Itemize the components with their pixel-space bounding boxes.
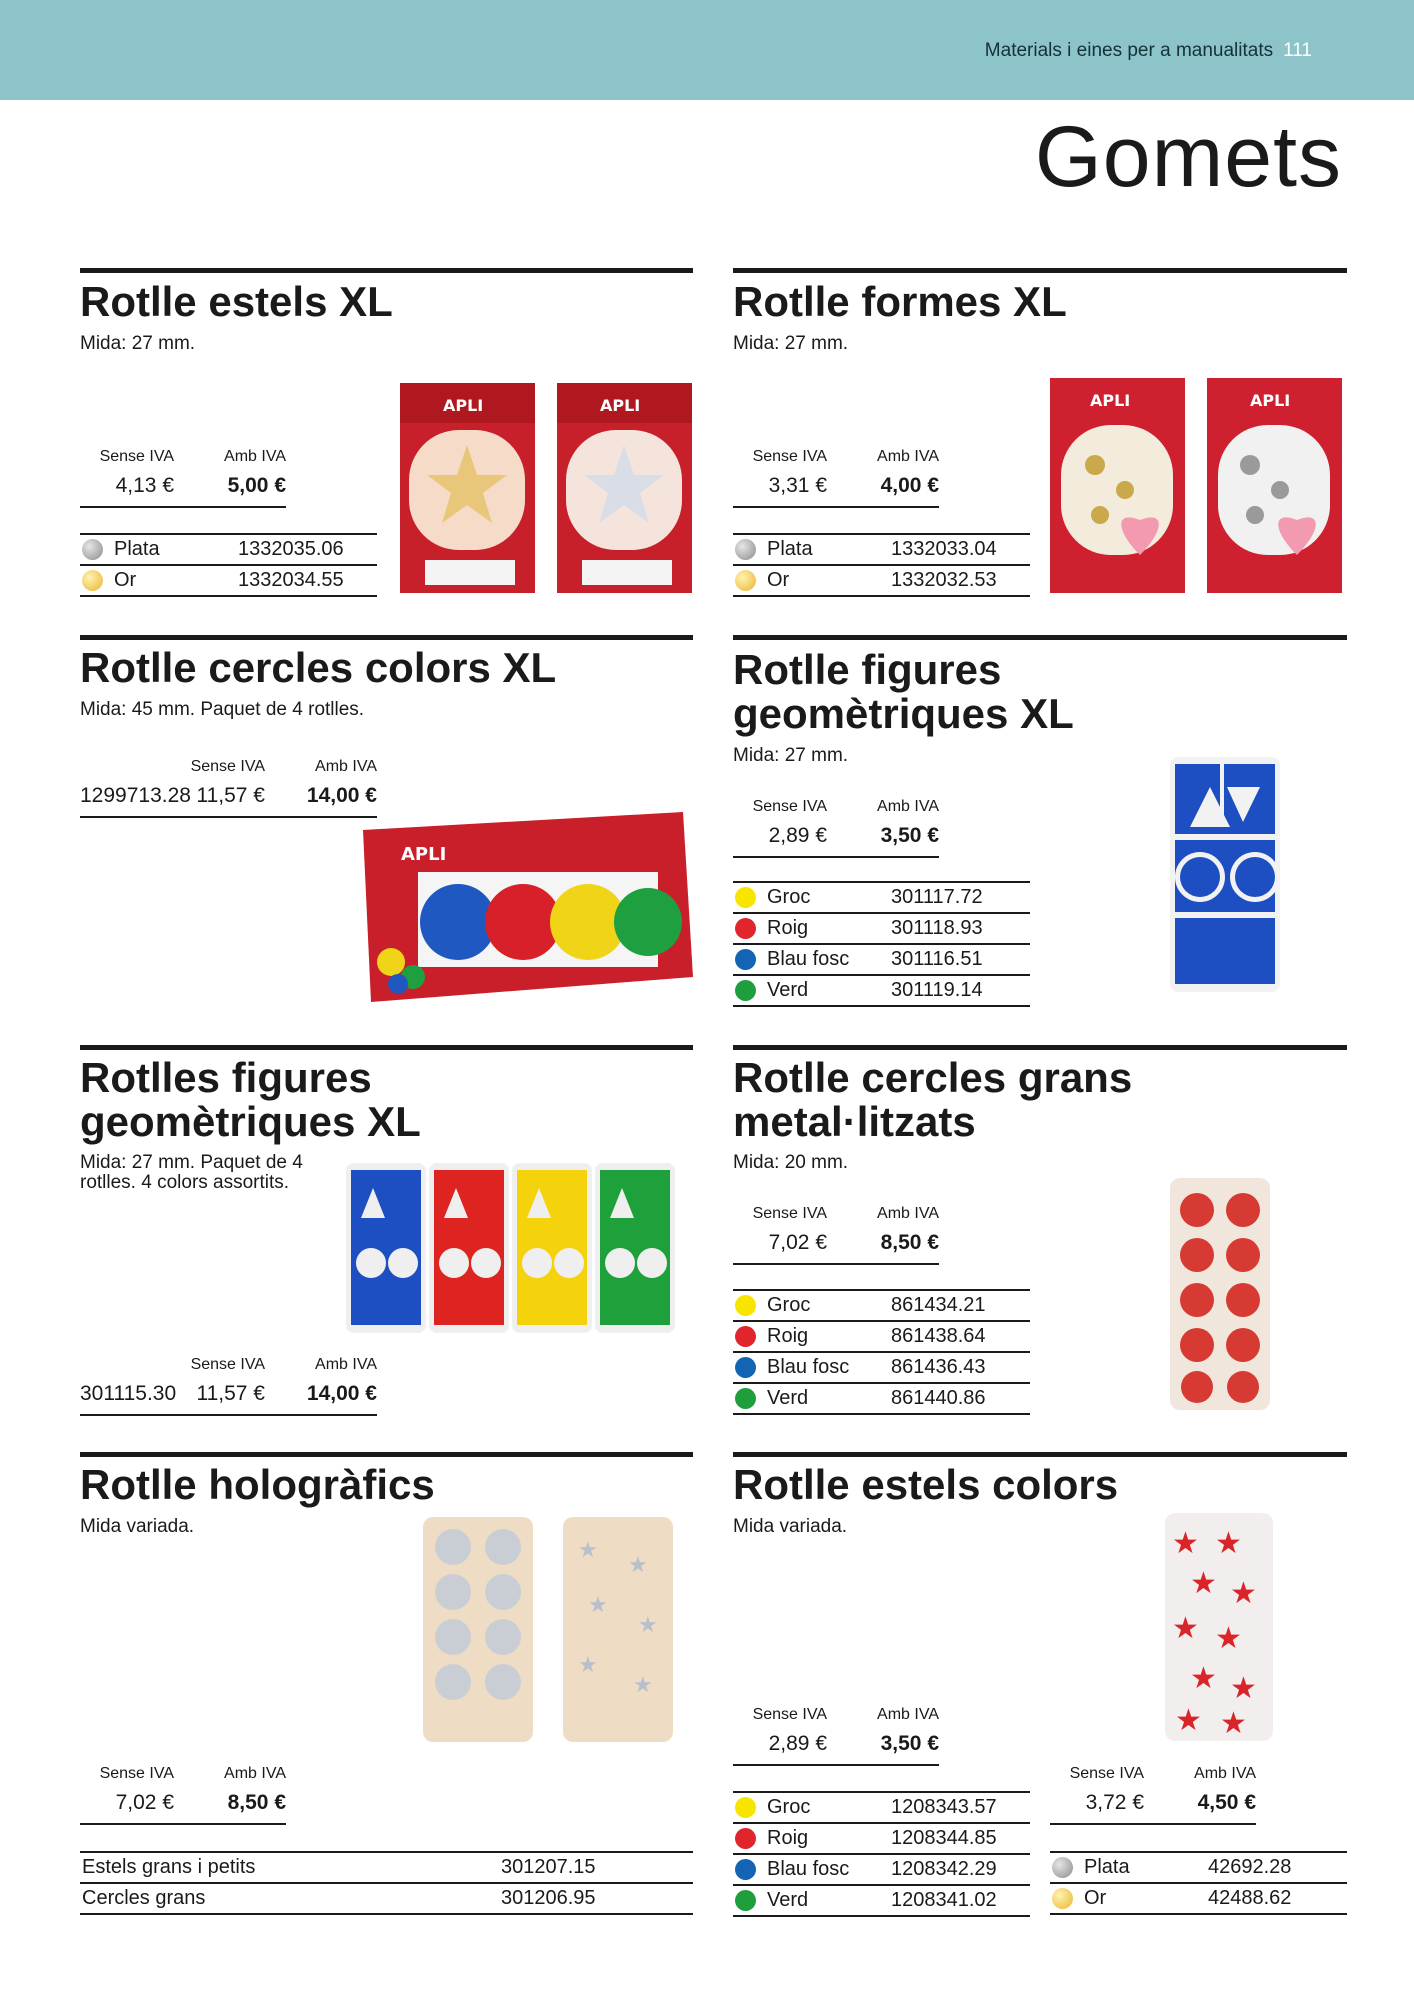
section-divider bbox=[80, 1452, 693, 1457]
yellow-dot-icon bbox=[735, 1295, 756, 1316]
price-block bbox=[733, 1205, 939, 1277]
apli-box-icon bbox=[1050, 378, 1185, 593]
variant-name: Verd bbox=[767, 1889, 809, 1911]
variant-code: 301116.51 bbox=[891, 948, 983, 970]
svg-text:APLI: APLI bbox=[600, 396, 641, 415]
price-with-vat: 14,00 € bbox=[306, 1382, 377, 1405]
section-divider bbox=[80, 1045, 693, 1050]
variant-name: Roig bbox=[767, 1827, 809, 1849]
variant-code: 1208343.57 bbox=[891, 1796, 997, 1818]
variant-code: 1208344.85 bbox=[891, 1827, 997, 1849]
product-title: Rotlle hologràfics bbox=[80, 1461, 435, 1508]
svg-text:★: ★ bbox=[1220, 1706, 1247, 1741]
plata-icon bbox=[82, 539, 103, 560]
product-image-star-rolls bbox=[395, 375, 695, 600]
section-divider bbox=[733, 635, 1347, 640]
red-dot-icon bbox=[735, 1326, 756, 1347]
product-size: Mida variada. bbox=[80, 1516, 195, 1537]
price-underline bbox=[80, 506, 286, 508]
product-size: Mida variada. bbox=[733, 1516, 848, 1537]
blue-dot-icon bbox=[735, 1357, 756, 1378]
price-block bbox=[80, 1356, 377, 1428]
variant-name: Roig bbox=[767, 1325, 809, 1347]
price-without-vat: 11,57 € bbox=[196, 784, 265, 807]
variant-code: 1208342.29 bbox=[891, 1858, 997, 1880]
variant-code: 1332033.04 bbox=[891, 538, 997, 560]
variant-name: Blau fosc bbox=[767, 948, 850, 970]
page-title: Gomets bbox=[1034, 109, 1342, 205]
svg-text:APLI: APLI bbox=[443, 396, 484, 415]
variant-row bbox=[733, 976, 1030, 1007]
variant-name: Groc bbox=[767, 1294, 811, 1316]
variant-row bbox=[80, 566, 377, 597]
product-title-line-1: Rotlles figures bbox=[80, 1054, 372, 1101]
variant-row bbox=[80, 1853, 693, 1884]
svg-text:★: ★ bbox=[1190, 1566, 1217, 1601]
apli-box-icon bbox=[363, 812, 693, 1002]
variant-row bbox=[733, 566, 1030, 597]
price-without-vat: 2,89 € bbox=[768, 1732, 827, 1755]
variant-table bbox=[80, 533, 377, 597]
variant-table bbox=[733, 533, 1030, 597]
product-image-four-geometric-rolls bbox=[343, 1158, 683, 1338]
variant-code: 301119.14 bbox=[891, 979, 983, 1001]
variant-code: 301117.72 bbox=[891, 886, 983, 908]
price-block-metallic bbox=[1050, 1765, 1256, 1837]
price-underline bbox=[80, 1823, 286, 1825]
svg-text:APLI: APLI bbox=[401, 844, 447, 865]
variant-row bbox=[733, 1384, 1030, 1415]
price-with-vat: 8,50 € bbox=[880, 1231, 939, 1254]
product-image-star-colors-roll bbox=[1160, 1508, 1280, 1746]
variant-table bbox=[733, 881, 1030, 1007]
product-size: Mida: 45 mm. Paquet de 4 rotlles. bbox=[80, 699, 365, 720]
svg-text:APLI: APLI bbox=[1090, 391, 1131, 410]
svg-text:★: ★ bbox=[633, 1673, 653, 1698]
label-with-vat: Amb IVA bbox=[224, 448, 286, 465]
product-size: Mida: 27 mm. bbox=[733, 745, 849, 766]
variant-row bbox=[1050, 1884, 1347, 1915]
section-name: Materials i eines per a manualitats bbox=[984, 40, 1274, 61]
label-with-vat: Amb IVA bbox=[224, 1765, 286, 1782]
price-underline bbox=[80, 1414, 377, 1416]
variant-name: Estels grans i petits bbox=[82, 1856, 256, 1878]
variant-row bbox=[733, 1291, 1030, 1322]
variant-row bbox=[733, 883, 1030, 914]
product-title-line-2: metal·litzats bbox=[733, 1098, 976, 1145]
variant-name: Roig bbox=[767, 917, 809, 939]
section-divider bbox=[733, 268, 1347, 273]
label-with-vat: Amb IVA bbox=[877, 1205, 939, 1222]
price-underline bbox=[733, 856, 939, 858]
red-dot-icon bbox=[735, 918, 756, 939]
price-block bbox=[80, 448, 286, 520]
product-title-line-1: Rotlle figures bbox=[733, 646, 1002, 693]
variant-row bbox=[80, 1884, 693, 1915]
variant-row bbox=[733, 945, 1030, 976]
product-size: Mida: 27 mm. bbox=[80, 333, 196, 354]
product-reference: 301115.30 bbox=[80, 1382, 177, 1405]
variant-row bbox=[733, 1855, 1030, 1886]
product-size-line-1: Mida: 27 mm. Paquet de 4 bbox=[80, 1152, 303, 1173]
yellow-dot-icon bbox=[735, 887, 756, 908]
price-without-vat: 2,89 € bbox=[768, 824, 827, 847]
variant-name: Verd bbox=[767, 979, 809, 1001]
variant-code: 861438.64 bbox=[891, 1325, 986, 1347]
price-without-vat: 7,02 € bbox=[768, 1231, 827, 1254]
price-with-vat: 14,00 € bbox=[306, 784, 377, 807]
green-dot-icon bbox=[735, 980, 756, 1001]
price-with-vat: 8,50 € bbox=[227, 1791, 286, 1814]
label-without-vat: Sense IVA bbox=[190, 1356, 265, 1373]
plata-icon bbox=[1052, 1857, 1073, 1878]
label-without-vat: Sense IVA bbox=[1069, 1765, 1144, 1782]
product-size-line-2: rotlles. 4 colors assortits. bbox=[80, 1172, 290, 1193]
price-with-vat: 4,00 € bbox=[880, 474, 939, 497]
label-without-vat: Sense IVA bbox=[752, 798, 827, 815]
section-divider bbox=[80, 635, 693, 640]
variant-row bbox=[733, 1322, 1030, 1353]
svg-text:APLI: APLI bbox=[1250, 391, 1291, 410]
variant-row bbox=[733, 1886, 1030, 1917]
variant-code: 1332035.06 bbox=[238, 538, 344, 560]
label-without-vat: Sense IVA bbox=[99, 448, 174, 465]
label-without-vat: Sense IVA bbox=[752, 1706, 827, 1723]
price-without-vat: 11,57 € bbox=[196, 1382, 265, 1405]
product-image-blue-geometric-roll bbox=[1165, 752, 1285, 997]
variant-name: Plata bbox=[767, 538, 813, 560]
variant-name: Or bbox=[1084, 1887, 1107, 1909]
product-image-metallic-circle-roll bbox=[1165, 1175, 1275, 1415]
variant-table bbox=[733, 1791, 1030, 1917]
variant-name: Blau fosc bbox=[767, 1858, 850, 1880]
label-with-vat: Amb IVA bbox=[315, 1356, 377, 1373]
red-dot-icon bbox=[735, 1828, 756, 1849]
svg-text:★: ★ bbox=[1230, 1576, 1257, 1611]
product-image-holographic-rolls bbox=[418, 1512, 680, 1748]
svg-text:★: ★ bbox=[588, 1593, 608, 1618]
variant-code: 301118.93 bbox=[891, 917, 983, 939]
svg-text:★: ★ bbox=[1230, 1671, 1257, 1706]
section-divider bbox=[733, 1045, 1347, 1050]
product-size: Mida: 27 mm. bbox=[733, 333, 849, 354]
variant-row bbox=[733, 1353, 1030, 1384]
variant-row bbox=[80, 535, 377, 566]
product-reference: 1299713.28 bbox=[80, 784, 191, 807]
variant-name: Plata bbox=[1084, 1856, 1130, 1878]
plata-icon bbox=[735, 539, 756, 560]
product-image-circle-rolls bbox=[363, 812, 698, 1007]
label-with-vat: Amb IVA bbox=[877, 448, 939, 465]
variant-name: Plata bbox=[114, 538, 160, 560]
price-block bbox=[80, 758, 377, 830]
page-number: 111 bbox=[1283, 40, 1312, 61]
label-without-vat: Sense IVA bbox=[752, 1205, 827, 1222]
variant-row bbox=[733, 914, 1030, 945]
price-without-vat: 7,02 € bbox=[115, 1791, 174, 1814]
apli-box-icon bbox=[557, 383, 692, 593]
green-dot-icon bbox=[735, 1388, 756, 1409]
variant-code: 1332032.53 bbox=[891, 569, 997, 591]
label-without-vat: Sense IVA bbox=[752, 448, 827, 465]
variant-code: 301207.15 bbox=[501, 1856, 596, 1878]
price-underline bbox=[80, 816, 377, 818]
variant-code: 861440.86 bbox=[891, 1387, 986, 1409]
blue-roll-icon bbox=[346, 1163, 426, 1333]
svg-text:★: ★ bbox=[1172, 1526, 1199, 1561]
product-size: Mida: 20 mm. bbox=[733, 1152, 849, 1173]
variant-table bbox=[80, 1851, 693, 1915]
or-icon bbox=[1052, 1888, 1073, 1909]
product-title-line-2: geomètriques XL bbox=[733, 690, 1074, 737]
svg-text:★: ★ bbox=[1175, 1703, 1202, 1738]
label-without-vat: Sense IVA bbox=[190, 758, 265, 775]
variant-code: 861434.21 bbox=[891, 1294, 986, 1316]
svg-text:★: ★ bbox=[628, 1553, 648, 1578]
or-icon bbox=[82, 570, 103, 591]
product-title: Rotlle formes XL bbox=[733, 278, 1067, 325]
variant-name: Or bbox=[767, 569, 790, 591]
price-without-vat: 3,72 € bbox=[1085, 1791, 1144, 1814]
variant-code: 861436.43 bbox=[891, 1356, 986, 1378]
variant-row bbox=[733, 1824, 1030, 1855]
label-with-vat: Amb IVA bbox=[877, 798, 939, 815]
product-title-line-2: geomètriques XL bbox=[80, 1098, 421, 1145]
price-underline bbox=[1050, 1823, 1256, 1825]
svg-text:★: ★ bbox=[578, 1653, 598, 1678]
variant-code: 301206.95 bbox=[501, 1887, 596, 1909]
label-with-vat: Amb IVA bbox=[315, 758, 377, 775]
product-image-shape-rolls bbox=[1045, 370, 1350, 600]
red-roll-icon bbox=[429, 1163, 509, 1333]
variant-name: Verd bbox=[767, 1387, 809, 1409]
green-roll-icon bbox=[595, 1163, 675, 1333]
holographic-stars-roll-icon bbox=[563, 1517, 673, 1742]
svg-text:★: ★ bbox=[638, 1613, 658, 1638]
price-block bbox=[733, 798, 939, 870]
blue-dot-icon bbox=[735, 1859, 756, 1880]
label-with-vat: Amb IVA bbox=[877, 1706, 939, 1723]
label-with-vat: Amb IVA bbox=[1194, 1765, 1256, 1782]
price-block bbox=[80, 1765, 286, 1837]
or-icon bbox=[735, 570, 756, 591]
holographic-circles-roll-icon bbox=[423, 1517, 533, 1742]
product-title: Rotlle estels XL bbox=[80, 278, 393, 325]
variant-table bbox=[733, 1289, 1030, 1415]
price-with-vat: 4,50 € bbox=[1197, 1791, 1256, 1814]
label-without-vat: Sense IVA bbox=[99, 1765, 174, 1782]
variant-name: Cercles grans bbox=[82, 1887, 206, 1909]
yellow-dot-icon bbox=[735, 1797, 756, 1818]
section-divider bbox=[733, 1452, 1347, 1457]
svg-text:★: ★ bbox=[578, 1538, 598, 1563]
green-dot-icon bbox=[735, 1890, 756, 1911]
svg-text:★: ★ bbox=[1215, 1621, 1242, 1656]
price-underline bbox=[733, 506, 939, 508]
yellow-roll-icon bbox=[512, 1163, 592, 1333]
section-label bbox=[985, 40, 1312, 62]
apli-box-icon bbox=[1207, 378, 1342, 593]
variant-row bbox=[733, 1793, 1030, 1824]
svg-text:★: ★ bbox=[1190, 1661, 1217, 1696]
section-divider bbox=[80, 268, 693, 273]
variant-row bbox=[733, 535, 1030, 566]
variant-name: Blau fosc bbox=[767, 1356, 850, 1378]
product-title-line-1: Rotlle cercles grans bbox=[733, 1054, 1133, 1101]
svg-text:★: ★ bbox=[1215, 1526, 1242, 1561]
blue-dot-icon bbox=[735, 949, 756, 970]
price-underline bbox=[733, 1764, 939, 1766]
product-title: Rotlle cercles colors XL bbox=[80, 644, 557, 691]
variant-name: Groc bbox=[767, 1796, 811, 1818]
variant-code: 1332034.55 bbox=[238, 569, 344, 591]
variant-code: 42692.28 bbox=[1208, 1856, 1292, 1878]
price-without-vat: 4,13 € bbox=[115, 474, 174, 497]
price-with-vat: 3,50 € bbox=[880, 1732, 939, 1755]
price-with-vat: 5,00 € bbox=[227, 474, 286, 497]
variant-name: Or bbox=[114, 569, 137, 591]
variant-row bbox=[1050, 1853, 1347, 1884]
variant-code: 1208341.02 bbox=[891, 1889, 997, 1911]
price-block bbox=[733, 448, 939, 520]
price-block bbox=[733, 1706, 939, 1778]
apli-box-icon bbox=[400, 383, 535, 593]
svg-text:★: ★ bbox=[1172, 1611, 1199, 1646]
variant-table-metallic bbox=[1050, 1851, 1347, 1915]
price-underline bbox=[733, 1263, 939, 1265]
price-without-vat: 3,31 € bbox=[768, 474, 827, 497]
variant-code: 42488.62 bbox=[1208, 1887, 1292, 1909]
price-with-vat: 3,50 € bbox=[880, 824, 939, 847]
product-title: Rotlle estels colors bbox=[733, 1461, 1119, 1508]
variant-name: Groc bbox=[767, 886, 811, 908]
